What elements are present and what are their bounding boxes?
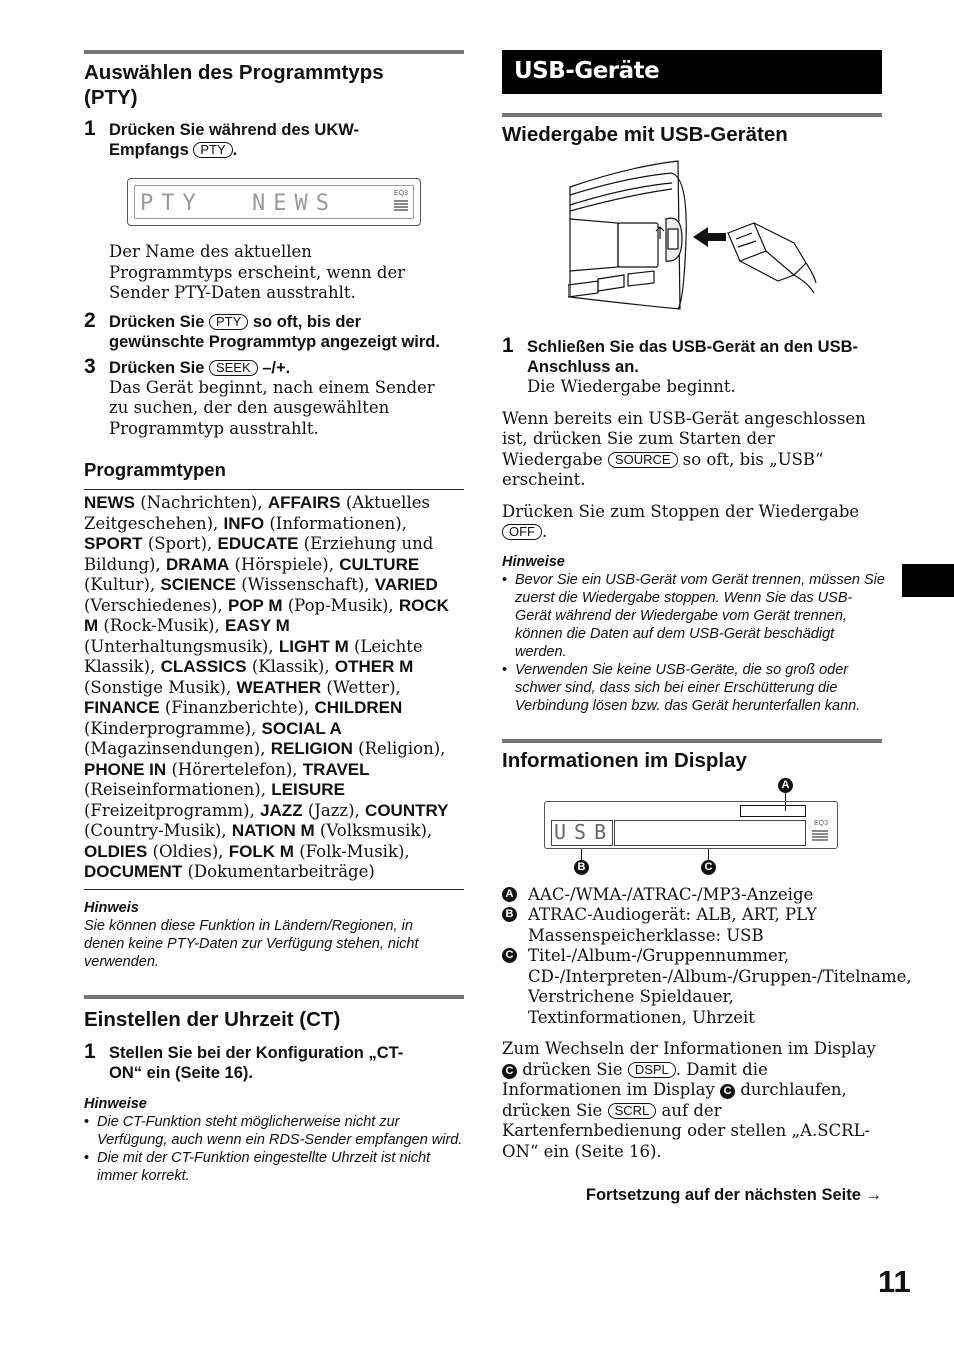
legend-key: A — [502, 887, 517, 902]
legend-text: Titel-/Album-/Gruppennummer, CD-/Interpreten-/Album-/Gruppen-/Titelname, Verstrichene Spieldauer, Textinformationen, Uhrzeit — [528, 946, 912, 1027]
info-display-illustration — [544, 775, 844, 891]
dspl-button-label: DSPL — [628, 1062, 676, 1078]
legend-key: C — [502, 948, 517, 963]
para-text-end: so oft, bis „USB“ erscheint. — [502, 449, 824, 489]
program-type-code: DOCUMENT — [84, 862, 183, 881]
bars-icon — [394, 200, 408, 212]
program-type-code: CLASSICS — [160, 657, 247, 676]
program-type-desc: (Jazz), — [307, 800, 360, 820]
program-type-code: FOLK M — [228, 841, 294, 861]
divider — [84, 489, 464, 490]
step-desc: Das Gerät beginnt, nach einem Sender zu suchen, der den ausgewählten Programmtyp ausstrahlt. — [109, 377, 435, 438]
programmtypen-list — [84, 493, 462, 883]
program-type-desc: (Leichte Klassik), — [84, 636, 423, 676]
arrow-right-icon: → — [865, 1186, 882, 1204]
program-type-code: VARIED — [374, 575, 438, 594]
pty-button-label: PTY — [209, 314, 248, 330]
program-type-code: NATION M — [231, 821, 315, 840]
program-type-code: AFFAIRS — [267, 493, 341, 512]
pty-button-label: PTY — [193, 142, 232, 158]
program-type-desc: (Wetter), — [326, 677, 401, 697]
step-number: 3 — [84, 354, 96, 378]
info-legend — [502, 884, 912, 1029]
chapter-tab — [902, 564, 954, 597]
step-number: 2 — [84, 308, 96, 332]
leader-c — [708, 849, 709, 861]
program-type-desc: (Kultur), — [84, 575, 156, 594]
step-text: Drücken Sie — [109, 358, 205, 377]
page-number: 11 — [878, 1264, 911, 1299]
section-rule — [84, 995, 464, 999]
step-text-end: so oft, bis der gewünschte Programmtyp angezeigt wird. — [109, 312, 440, 351]
program-type-code: NEWS — [84, 493, 135, 512]
step-text-end: –/+. — [262, 358, 291, 377]
para-text: auf der Kartenfernbedienung oder stellen „A.SCRL-ON“ ein (Seite 16). — [502, 1100, 871, 1161]
program-type-desc: (Aktuelles Zeitgeschehen), — [84, 493, 430, 533]
info-para — [502, 1039, 882, 1162]
note-text: Sie können diese Funktion in Ländern/Regionen, in denen keine PTY-Daten zur Verfügung stehen, nicht verwenden. — [84, 917, 419, 970]
program-type-code: WEATHER — [236, 677, 322, 697]
legend-text: ATRAC-Audiogerät: ALB, ART, PLY Massenspeicherklasse: USB — [528, 905, 817, 945]
program-type-code: LIGHT M — [278, 636, 349, 656]
para-text: Wenn bereits ein USB-Gerät angeschlossen ist, drücken Sie zum Starten der Wiedergabe — [502, 408, 866, 469]
label-a: A — [778, 778, 793, 793]
bars-icon — [812, 830, 828, 842]
note-heading: Hinweis — [84, 899, 139, 916]
label-b: B — [574, 860, 589, 875]
program-type-code: CHILDREN — [314, 698, 403, 717]
para-text: Drücken Sie zum Stoppen der Wiedergabe — [502, 501, 860, 521]
program-type-desc: (Klassik), — [251, 657, 330, 676]
ct-heading: Einstellen der Uhrzeit (CT) — [84, 1007, 341, 1031]
program-type-desc: (Hörertelefon), — [171, 759, 298, 779]
program-type-desc: (Folk-Musik), — [299, 841, 410, 861]
program-type-code: EDUCATE — [217, 534, 299, 553]
display-pty-text: PTY — [140, 191, 204, 216]
legend-key-ref: C — [502, 1064, 517, 1079]
scrl-button-label: SCRL — [608, 1103, 657, 1119]
eq3-icon: EQ3 — [393, 190, 408, 197]
program-type-code: POP M — [228, 595, 283, 615]
step-text: Drücken Sie — [109, 312, 205, 331]
program-type-desc: (Oldies), — [152, 841, 224, 861]
program-type-desc: (Kinderprogramme), — [84, 718, 257, 738]
program-type-desc: (Country-Musik), — [84, 821, 227, 840]
legend-key-ref: C — [720, 1084, 735, 1099]
program-type-code: SOCIAL A — [261, 718, 342, 738]
program-type-code: ROCK M — [84, 595, 449, 635]
program-type-desc: (Dokumentarbeiträge) — [187, 862, 375, 881]
legend-item-c — [502, 946, 912, 1028]
leader-b — [581, 849, 582, 861]
para-text-end: . — [542, 522, 548, 541]
program-type-code: FINANCE — [84, 698, 160, 717]
para-text: Zum Wechseln der Informationen im Display — [502, 1039, 876, 1058]
program-type-desc: (Pop-Musik), — [287, 595, 394, 615]
step-text-end: . — [232, 141, 238, 159]
program-type-code: OLDIES — [84, 841, 148, 861]
seek-button-label: SEEK — [209, 360, 258, 376]
note-item: • Bevor Sie ein USB-Gerät vom Gerät trennen, müssen Sie zuerst die Wiedergabe stoppen. Wenn Sie das USB-Gerät während der Wiedergabe vom Gerät trennen, können die Daten auf dem USB-Gerät beschädigt werden. — [502, 571, 887, 661]
program-type-desc: (Verschiedenes), — [84, 595, 223, 615]
program-type-code: RELIGION — [270, 739, 353, 758]
pty-step-3 — [84, 354, 464, 440]
info-heading: Informationen im Display — [502, 748, 747, 772]
program-type-desc: (Volksmusik), — [319, 821, 433, 840]
program-type-desc: (Wissenschaft), — [241, 575, 370, 594]
program-type-desc: (Unterhaltungsmusik), — [84, 636, 274, 656]
eq3-icon: EQ3 — [813, 819, 828, 827]
usb-step-1 — [502, 334, 882, 398]
note-item: • Die CT-Funktion steht möglicherweise nicht zur Verfügung, auch wenn ein RDS-Sender empfangen wird. — [84, 1113, 465, 1149]
step-text: Schließen Sie das USB-Gerät an den USB-Anschluss an. — [527, 338, 858, 376]
left-column — [84, 50, 464, 1185]
program-type-code: COUNTRY — [365, 800, 449, 820]
program-type-desc: (Sport), — [147, 534, 213, 553]
program-type-desc: (Hörspiele), — [234, 554, 334, 574]
divider — [84, 889, 464, 890]
para-text: . Damit die Informationen im Display — [502, 1059, 768, 1099]
pty-display-illustration — [127, 178, 421, 226]
usb-playback-heading: Wiedergabe mit USB-Geräten — [502, 123, 788, 146]
step-number: 1 — [502, 334, 514, 357]
pty-display-desc: Der Name des aktuellen Programmtyps erscheint, wenn der Sender PTY-Daten ausstrahlt. — [109, 242, 406, 302]
program-type-desc: (Freizeitprogramm), — [84, 800, 255, 820]
continue-text: Fortsetzung auf der nächsten Seite — [585, 1186, 861, 1204]
program-type-code: PHONE IN — [84, 759, 167, 779]
note-item: • Verwenden Sie keine USB-Geräte, die so groß oder schwer sind, dass sich bei einer Erschütterung die Verbindung lösen bzw. das Gerät herunterfallen kann. — [502, 661, 887, 715]
program-type-desc: (Rock-Musik), — [103, 616, 220, 635]
program-type-desc: (Religion), — [358, 739, 446, 758]
usb-connection-illustration — [568, 159, 818, 319]
program-type-desc: (Magazinsendungen), — [84, 739, 266, 758]
legend-key: B — [502, 907, 517, 922]
usb-stick-icon — [728, 223, 816, 293]
source-button-label: SOURCE — [608, 452, 678, 468]
notes-heading: Hinweise — [84, 1095, 147, 1112]
para-text: drücken Sie — [522, 1059, 623, 1079]
label-c: C — [701, 860, 716, 875]
off-button-label: OFF — [502, 524, 542, 540]
display-news-text: NEWS — [252, 191, 337, 216]
display-usb-text: USB — [554, 819, 615, 844]
program-type-code: LEISURE — [271, 780, 345, 799]
program-type-code: TRAVEL — [302, 759, 370, 779]
step-desc: Die Wiedergabe beginnt. — [527, 377, 736, 396]
program-type-desc: (Sonstige Musik), — [84, 677, 232, 697]
step-text: Stellen Sie bei der Konfiguration „CT-ON“ ein (Seite 16). — [109, 1043, 404, 1082]
chapter-title: USB-Geräte — [502, 50, 882, 94]
program-type-code: JAZZ — [260, 800, 303, 820]
pty-step-1 — [84, 117, 464, 160]
program-type-desc: (Informationen), — [269, 513, 407, 533]
program-type-code: INFO — [223, 513, 265, 533]
para-text: durchlaufen, drücken Sie — [502, 1080, 847, 1120]
programmtypen-heading: Programmtypen — [84, 459, 226, 480]
section-rule — [502, 113, 882, 117]
program-type-code: SPORT — [84, 534, 143, 553]
program-type-code: CULTURE — [339, 554, 420, 574]
step-text: Drücken Sie während des UKW-Empfangs — [109, 121, 359, 159]
section-rule — [502, 739, 882, 743]
program-type-desc: (Nachrichten), — [140, 493, 263, 512]
ct-step-1 — [84, 1039, 464, 1083]
program-type-code: OTHER M — [334, 657, 414, 676]
program-type-desc: (Finanzberichte), — [164, 698, 310, 717]
section-rule — [84, 50, 464, 54]
legend-item-a — [502, 885, 882, 906]
legend-item-b — [502, 905, 828, 946]
pty-heading: Auswählen des Programmtyps (PTY) — [84, 61, 384, 109]
notes-heading: Hinweise — [502, 553, 565, 570]
program-type-code: SCIENCE — [160, 575, 236, 594]
pty-step-2 — [84, 308, 464, 352]
usb-para-2 — [502, 502, 877, 543]
program-type-code: EASY M — [224, 616, 290, 635]
program-type-desc: (Reiseinformationen), — [84, 780, 266, 799]
step-number: 1 — [84, 117, 96, 140]
legend-text: AAC-/WMA-/ATRAC-/MP3-Anzeige — [528, 884, 814, 904]
note-item: • Die mit der CT-Funktion eingestellte Uhrzeit ist nicht immer korrekt. — [84, 1149, 465, 1185]
usb-para-1 — [502, 409, 877, 491]
right-column — [502, 50, 912, 1205]
program-type-desc: (Erziehung und Bildung), — [84, 534, 434, 574]
step-number: 1 — [84, 1039, 96, 1063]
continue-note — [502, 1186, 882, 1205]
arrow-icon — [693, 227, 726, 247]
program-type-code: DRAMA — [166, 554, 230, 574]
